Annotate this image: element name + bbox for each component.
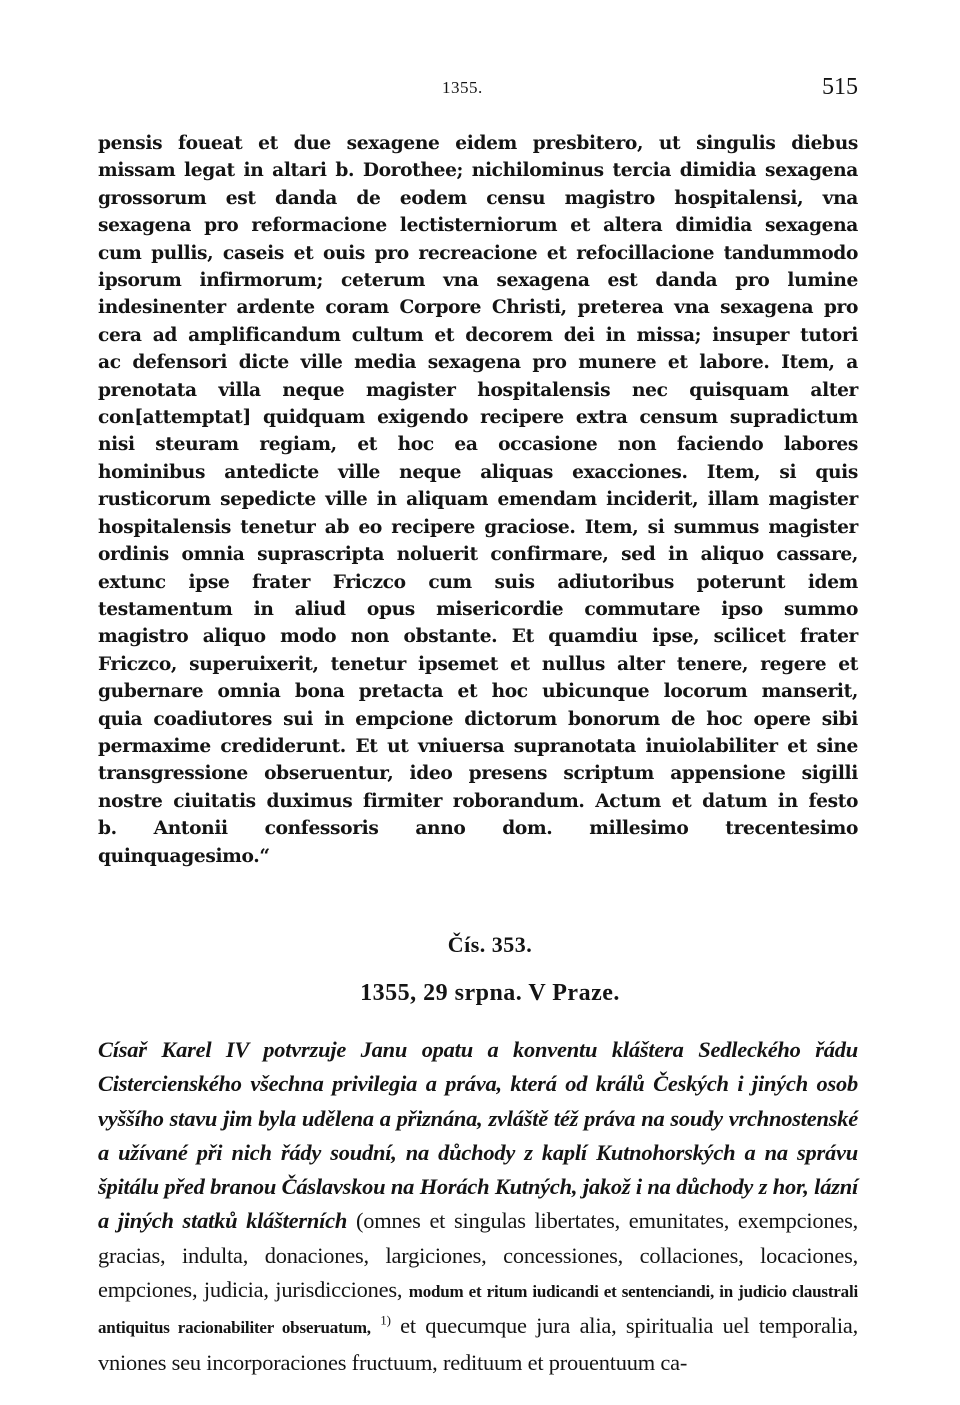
charter-paragraph: pensis foueat et due sexagene eidem presbitero, ut singulis diebus missam legat in altari b. Dorothee; nichilominus tercia dimidia sexagena grossorum est danda de eodem censu magistro hospitalensi, vna sexagena pro reformacione lectisterniorum et altera dimidia sexagena cum pullis, caseis et ouis pro recreacione et refocillacione tandummodo ipsorum infirmorum; ceterum vna sexagena est danda pro lumine indesinenter ardente coram Corpore Christi, preterea vna sexagena pro cera ad amplificandum cultum et decorem dei in missa; insuper tutori ac defensori dicte ville media sexagena pro munere et labore. Item, a prenotata villa neque magister hospitalensis nec quisquam alter con[attemptat] quidquam exigendo recipere extra censum supradictum nisi steuram regiam, et hoc ea occasione non faciendo labores hominibus antedicte ville neque aliquas exacciones. Item, si quis rusticorum sepedicte ville in aliquam emendam inciderit, illam magister hospitalensis tenetur ab eo recipere graciose. Item, si summus magister ordinis omnia suprascripta noluerit confirmare, sed in aliquo cassare, extunc ipse frater Friczco cum suis adiutoribus poterunt idem testamentum in aliud opus misericordie commutare ipso summo magistro aliquo modo non obstante. Et quamdiu ipse, scilicet frater Friczco, superuixerit, tenetur ipsemet et nullus alter tenere, regere et gubernare omnia bona pretacta et hoc ubicunque locorum manserit, quia coadiutores sui in empcione dictorum bonorum de hoc opere sibi permaxime crediderunt. Et ut vniuersa supranotata inuiolabiliter et sine transgressione obseruentur, ideo presens scriptum appensione sigilli nostre ciuitatis duximus firmiter roborandum. Actum et datum in festo b. Antonii confessoris anno dom. millesimo trecentesimo quinquagesimo.“: [98, 133, 858, 867]
book-page: [98, 72, 858, 1380]
footnote-reference: 1): [380, 1312, 391, 1328]
document-regest: [98, 1033, 858, 1380]
page-number: 515: [822, 74, 858, 100]
running-head-year: 1355.: [442, 78, 483, 97]
document-date-place: 1355, 29 srpna. V Praze.: [360, 979, 620, 1006]
latin-excerpt-1: (omnes et singulas libertates, emunitates, exempciones, gracias, indulta, donaciones, largiciones, concessiones, collaciones, locaciones, empciones, judicia, jurisdicciones,: [98, 1208, 859, 1303]
page-header: [98, 72, 858, 108]
latin-excerpt-2: et quecumque jura alia, spiritualia uel temporalia, vniones seu incorporaciones fructuum, redituum et prouentuum ca-: [98, 1313, 858, 1375]
document-number: Čís. 353.: [447, 931, 533, 957]
latin-excerpt-small: modum et ritum iudicandi et sentenciandi, in judicio claustrali antiquitus racionabiliter obseruatum,: [98, 1282, 858, 1338]
czech-summary: Císař Karel IV potvrzuje Janu opatu a konventu kláštera Sedleckého řádu Cisterciensk​ého všechna privilegia a práva, která od králů Českých i jiných osob vyššího stavu jim byla udělena a přiznána, zvláště též práva na soudy vrchnostenské a užívané při nich řády soudní, na důchody z kaplí Kutnohorských a na správu špitálu před branou Čáslavskou na Horách Kutných, jakož i na důchody z hor, lázní a jiných statků klášterních: [98, 1036, 858, 1234]
charter-text: [98, 130, 858, 870]
